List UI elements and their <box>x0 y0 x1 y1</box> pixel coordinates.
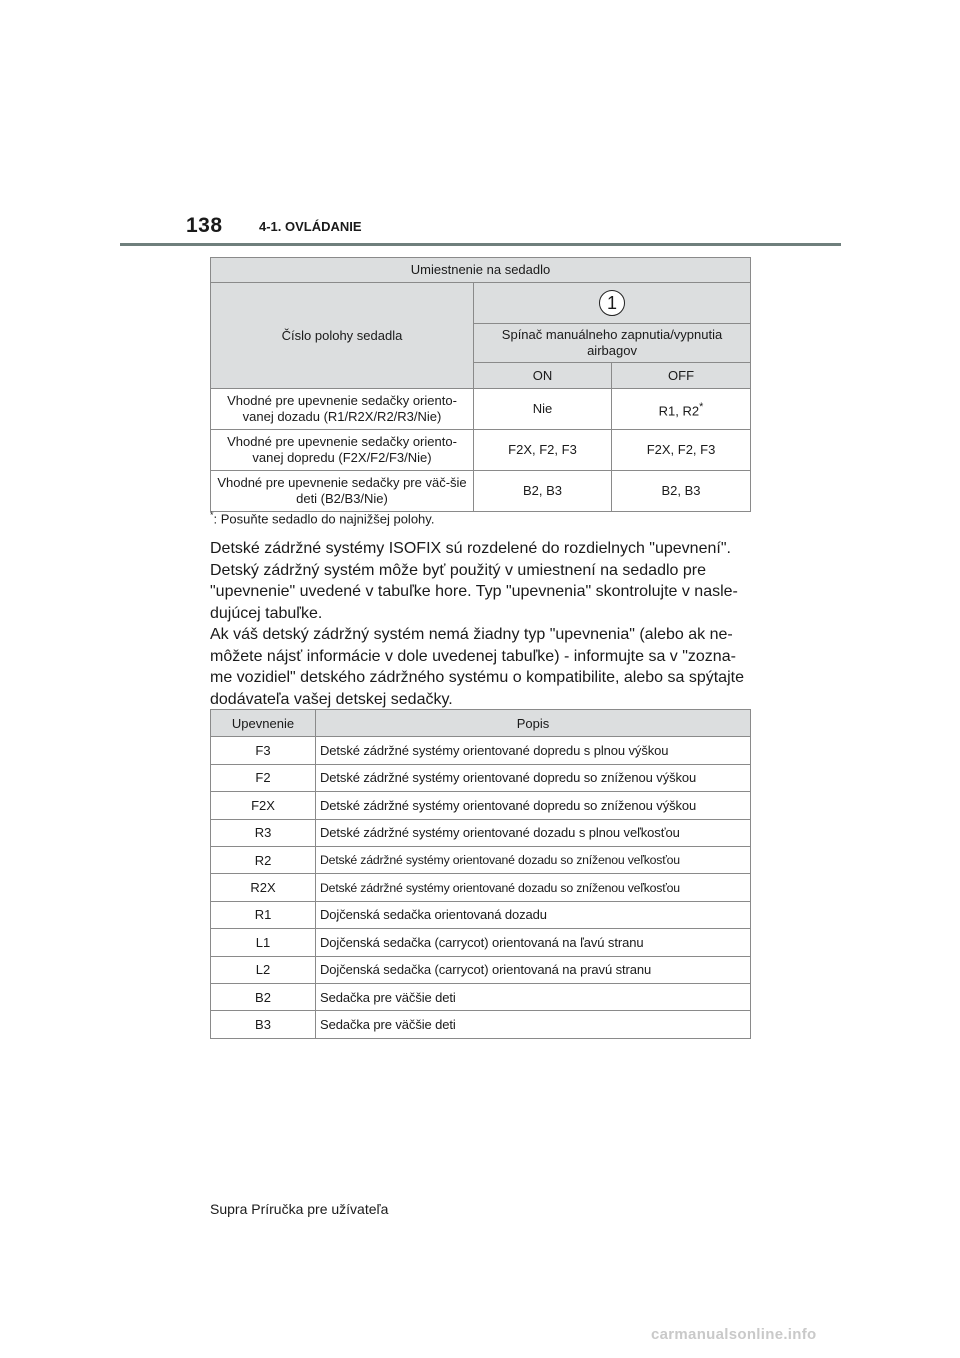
row-label: Vhodné pre upevnenie sedačky oriento-vanej dopredu (F2X/F2/F3/Nie) <box>211 430 474 471</box>
table-row <box>211 1011 751 1038</box>
fixture-code: R2 <box>211 846 316 873</box>
footnote-mark: * <box>210 510 214 520</box>
seat-position-number: 1 <box>599 290 625 316</box>
fixture-code: B2 <box>211 983 316 1010</box>
fixture-desc: Detské zádržné systémy orientované dopredu so zníženou výškou <box>316 792 751 819</box>
fixture-code: B3 <box>211 1011 316 1038</box>
row-off-value <box>612 389 751 430</box>
fixture-table <box>210 709 751 1039</box>
fixture-code: F2X <box>211 792 316 819</box>
fixture-desc: Detské zádržné systémy orientované dozadu so zníženou veľkosťou <box>316 846 751 873</box>
table-row <box>211 737 751 764</box>
seat-position-cell <box>474 283 751 324</box>
table-row <box>211 819 751 846</box>
fixture-desc: Sedačka pre väčšie deti <box>316 983 751 1010</box>
footnote-text: : Posuňte sedadlo do najnižšej polohy. <box>213 511 435 527</box>
row-on-value: F2X, F2, F3 <box>474 430 612 471</box>
table-row <box>211 430 751 471</box>
fixture-code: R1 <box>211 901 316 928</box>
page-number: 138 <box>186 214 223 237</box>
body-paragraph: Ak váš detský zádržný systém nemá žiadny typ "upevnenia" (alebo ak ne-môžete nájsť informácie v dole uvedenej tabuľke) - informujte sa v "zozna-me vozidiel" detského zádržného systému o kompatibilite, alebo sa spýtajte dodávateľa vašej detskej sedačky. <box>210 626 744 708</box>
fixture-desc: Detské zádržné systémy orientované dozadu s plnou veľkosťou <box>316 819 751 846</box>
row-on-value: Nie <box>474 389 612 430</box>
fixture-desc: Detské zádržné systémy orientované dopredu s plnou výškou <box>316 737 751 764</box>
body-paragraph: Detské zádržné systémy ISOFIX sú rozdelené do rozdielnych "upevnení". Detský zádržný systém môže byť použitý v umiestnení na sedadlo pre "upevnenie" uvedené v tabuľke hore. Typ "upevnenia" skontrolujte v nasle-dujúcej tabuľke. <box>210 540 738 622</box>
fixture-code: R3 <box>211 819 316 846</box>
body-text <box>210 538 755 710</box>
seat-table-title: Umiestnenie na sedadlo <box>211 258 751 283</box>
row-off-text: R1, R2 <box>658 403 700 419</box>
col-header-description: Popis <box>316 710 751 737</box>
fixture-desc: Dojčenská sedačka (carrycot) orientovaná na pravú stranu <box>316 956 751 983</box>
off-label: OFF <box>612 363 751 389</box>
fixture-code: F2 <box>211 764 316 791</box>
airbag-switch-label: Spínač manuálneho zapnutia/vypnutia airbagov <box>474 324 751 363</box>
row-off-value: B2, B3 <box>612 471 751 512</box>
table-row <box>211 874 751 901</box>
table-row <box>211 389 751 430</box>
watermark: carmanualsonline.info <box>651 1326 817 1343</box>
col-header-fixture: Upevnenie <box>211 710 316 737</box>
fixture-code: L2 <box>211 956 316 983</box>
table-row <box>211 901 751 928</box>
table-row <box>211 983 751 1010</box>
table-row <box>211 471 751 512</box>
row-off-value: F2X, F2, F3 <box>612 430 751 471</box>
fixture-desc: Detské zádržné systémy orientované dopredu so zníženou výškou <box>316 764 751 791</box>
seat-position-label: Číslo polohy sedadla <box>211 283 474 389</box>
section-title: 4-1. OVLÁDANIE <box>259 219 362 234</box>
footnote-marker: * <box>699 400 704 413</box>
fixture-desc: Dojčenská sedačka orientovaná dozadu <box>316 901 751 928</box>
table-row <box>211 792 751 819</box>
fixture-desc: Detské zádržné systémy orientované dozadu so zníženou veľkosťou <box>316 874 751 901</box>
footer-text: Supra Príručka pre užívateľa <box>210 1201 389 1217</box>
header-divider <box>120 243 841 246</box>
on-label: ON <box>474 363 612 389</box>
table-row <box>211 956 751 983</box>
fixture-code: F3 <box>211 737 316 764</box>
row-label: Vhodné pre upevnenie sedačky oriento-vanej dozadu (R1/R2X/R2/R3/Nie) <box>211 389 474 430</box>
table-row <box>211 764 751 791</box>
seat-position-table <box>210 257 751 512</box>
fixture-code: L1 <box>211 929 316 956</box>
table-row <box>211 929 751 956</box>
footnote <box>210 510 434 526</box>
row-label: Vhodné pre upevnenie sedačky pre väč-šie deti (B2/B3/Nie) <box>211 471 474 512</box>
fixture-desc: Sedačka pre väčšie deti <box>316 1011 751 1038</box>
fixture-desc: Dojčenská sedačka (carrycot) orientovaná na ľavú stranu <box>316 929 751 956</box>
table-row <box>211 846 751 873</box>
fixture-code: R2X <box>211 874 316 901</box>
row-on-value: B2, B3 <box>474 471 612 512</box>
